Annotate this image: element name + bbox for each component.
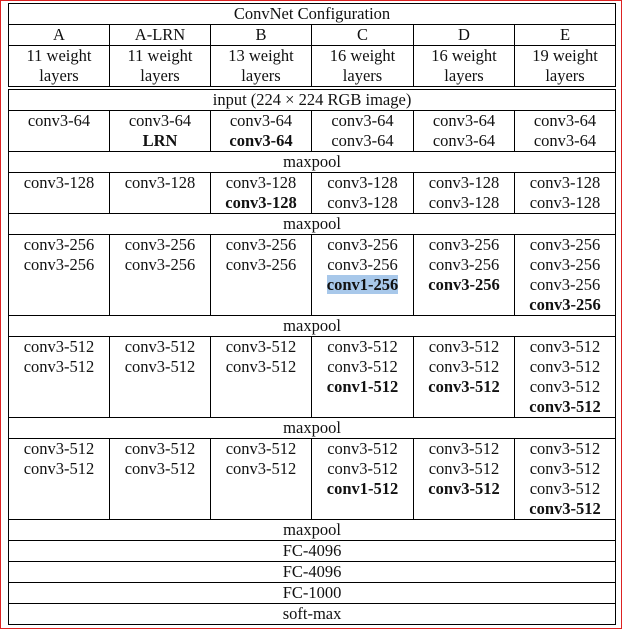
layer-cell bbox=[211, 235, 312, 316]
depth-unit: layers bbox=[39, 66, 79, 85]
document-page bbox=[8, 3, 615, 625]
layer-label bbox=[516, 275, 614, 295]
layer-text: conv3-512 bbox=[529, 479, 601, 498]
layer-label bbox=[313, 439, 412, 459]
layer-text: conv3-512 bbox=[124, 357, 196, 376]
depth-unit: layers bbox=[241, 66, 281, 85]
layer-label bbox=[516, 439, 614, 459]
layer-cell bbox=[515, 111, 616, 152]
layer-cell bbox=[110, 235, 211, 316]
layer-label bbox=[313, 275, 412, 295]
layer-label bbox=[415, 337, 513, 357]
layer-label bbox=[313, 193, 412, 213]
layer-text: conv3-512 bbox=[225, 337, 297, 356]
layer-text: conv3-512 bbox=[529, 357, 601, 376]
layer-cell bbox=[414, 337, 515, 418]
layer-text: conv3-256 bbox=[23, 255, 95, 274]
layer-label bbox=[10, 439, 108, 459]
layer-label bbox=[415, 255, 513, 275]
column-header-b: B bbox=[211, 25, 312, 46]
layer-cell bbox=[110, 111, 211, 152]
layer-text: conv3-64 bbox=[128, 111, 192, 130]
tail-layer-row: FC-4096 bbox=[9, 541, 616, 562]
layer-label bbox=[10, 173, 108, 193]
layer-text: LRN bbox=[142, 131, 178, 150]
layer-text: conv3-128 bbox=[428, 173, 500, 192]
layer-cell bbox=[9, 439, 110, 520]
layer-label bbox=[313, 255, 412, 275]
layer-text: conv3-512 bbox=[428, 479, 500, 498]
column-depth-d bbox=[414, 46, 515, 87]
layer-text: conv3-512 bbox=[529, 397, 601, 416]
layer-text: conv3-256 bbox=[428, 275, 500, 294]
layer-label bbox=[415, 173, 513, 193]
layer-text: conv3-64 bbox=[229, 111, 293, 130]
depth-count: 16 weight bbox=[329, 46, 396, 65]
layer-label bbox=[212, 193, 310, 213]
tail-layer-row: FC-1000 bbox=[9, 583, 616, 604]
layer-label bbox=[313, 377, 412, 397]
depth-count: 16 weight bbox=[431, 46, 497, 65]
layer-cell bbox=[110, 337, 211, 418]
layer-label bbox=[516, 111, 614, 131]
tail-layer-row: soft-max bbox=[9, 604, 616, 625]
layer-text: conv3-64 bbox=[432, 131, 496, 150]
layer-cell bbox=[312, 337, 414, 418]
conv-block-row bbox=[9, 337, 616, 418]
layer-text: conv3-512 bbox=[225, 357, 297, 376]
layer-text: conv3-64 bbox=[229, 131, 293, 150]
layer-label bbox=[10, 235, 108, 255]
depth-count: 13 weight bbox=[228, 46, 294, 65]
layer-text: conv3-512 bbox=[529, 459, 601, 478]
layer-cell bbox=[9, 337, 110, 418]
layer-text: conv3-64 bbox=[533, 131, 597, 150]
layer-text: conv3-128 bbox=[428, 193, 500, 212]
layer-text: conv3-256 bbox=[124, 235, 196, 254]
layer-text: conv3-512 bbox=[327, 357, 398, 376]
layer-text: conv3-64 bbox=[331, 131, 394, 150]
layer-cell bbox=[110, 173, 211, 214]
layer-cell bbox=[110, 439, 211, 520]
depth-count: 19 weight bbox=[532, 46, 598, 65]
layer-text: conv3-512 bbox=[428, 439, 500, 458]
layer-text: conv3-256 bbox=[327, 235, 398, 254]
layer-label bbox=[313, 459, 412, 479]
layer-text: conv3-128 bbox=[225, 173, 297, 192]
layer-label bbox=[212, 235, 310, 255]
layer-label bbox=[415, 439, 513, 459]
layer-label bbox=[10, 459, 108, 479]
layer-label bbox=[415, 459, 513, 479]
layer-text: conv3-512 bbox=[529, 337, 601, 356]
conv-block-row bbox=[9, 439, 616, 520]
layer-label bbox=[516, 193, 614, 213]
layer-label bbox=[516, 173, 614, 193]
layer-label bbox=[516, 235, 614, 255]
layer-text: conv3-256 bbox=[529, 235, 601, 254]
convnet-config-table bbox=[8, 3, 616, 625]
selected-text: conv1-256 bbox=[326, 275, 399, 294]
layer-text: conv3-512 bbox=[23, 337, 95, 356]
layer-label bbox=[111, 255, 209, 275]
layer-text: conv3-512 bbox=[225, 439, 297, 458]
layer-label bbox=[212, 357, 310, 377]
layer-label bbox=[516, 499, 614, 519]
layer-label bbox=[10, 337, 108, 357]
layer-label bbox=[516, 357, 614, 377]
depth-unit: layers bbox=[342, 66, 383, 85]
layer-label bbox=[212, 439, 310, 459]
layer-label bbox=[111, 235, 209, 255]
layer-label bbox=[111, 357, 209, 377]
layer-text: conv3-128 bbox=[124, 173, 196, 192]
layer-text: conv3-512 bbox=[428, 459, 500, 478]
layer-text: conv3-512 bbox=[327, 459, 398, 478]
layer-cell bbox=[211, 439, 312, 520]
layer-label bbox=[313, 173, 412, 193]
layer-label bbox=[212, 337, 310, 357]
layer-label bbox=[212, 173, 310, 193]
layer-text: conv3-128 bbox=[327, 193, 398, 212]
layer-text: conv3-256 bbox=[327, 255, 398, 274]
layer-label bbox=[10, 111, 108, 131]
layer-text: conv3-64 bbox=[27, 111, 91, 130]
layer-label bbox=[516, 377, 614, 397]
layer-label bbox=[212, 111, 310, 131]
layer-text: conv3-512 bbox=[23, 459, 95, 478]
layer-text: conv3-512 bbox=[428, 377, 500, 396]
input-row: input (224 × 224 RGB image) bbox=[9, 90, 616, 111]
layer-label bbox=[415, 479, 513, 499]
layer-label bbox=[10, 255, 108, 275]
column-depth-e bbox=[515, 46, 616, 87]
layer-label bbox=[111, 173, 209, 193]
layer-label bbox=[415, 131, 513, 151]
layer-text: conv3-128 bbox=[23, 173, 95, 192]
layer-label bbox=[516, 479, 614, 499]
layer-text: conv3-256 bbox=[529, 295, 601, 314]
layer-text: conv3-512 bbox=[124, 337, 196, 356]
layer-cell bbox=[414, 111, 515, 152]
layer-text: conv3-512 bbox=[529, 499, 601, 518]
layer-text: conv3-256 bbox=[529, 275, 601, 294]
depth-unit: layers bbox=[545, 66, 585, 85]
layer-label bbox=[516, 131, 614, 151]
layer-label bbox=[415, 235, 513, 255]
maxpool-row: maxpool bbox=[9, 214, 616, 235]
layer-cell bbox=[9, 111, 110, 152]
layer-label bbox=[516, 337, 614, 357]
layer-text: conv3-512 bbox=[225, 459, 297, 478]
layer-text: conv3-64 bbox=[533, 111, 597, 130]
layer-label bbox=[313, 111, 412, 131]
layer-text: conv3-128 bbox=[529, 193, 601, 212]
layer-text: conv3-256 bbox=[23, 235, 95, 254]
layer-cell bbox=[211, 337, 312, 418]
layer-text: conv3-512 bbox=[124, 459, 196, 478]
layer-cell bbox=[312, 111, 414, 152]
column-header-e: E bbox=[515, 25, 616, 46]
column-header-a: A bbox=[9, 25, 110, 46]
layer-text: conv1-512 bbox=[326, 377, 399, 396]
layer-label bbox=[10, 357, 108, 377]
layer-cell bbox=[515, 439, 616, 520]
layer-label bbox=[313, 235, 412, 255]
column-header-c: C bbox=[312, 25, 414, 46]
layer-label bbox=[313, 479, 412, 499]
layer-label bbox=[313, 337, 412, 357]
layer-text: conv3-128 bbox=[225, 193, 297, 212]
layer-text: conv3-512 bbox=[327, 439, 398, 458]
layer-cell bbox=[414, 173, 515, 214]
column-header-a-lrn: A-LRN bbox=[110, 25, 211, 46]
layer-label bbox=[111, 111, 209, 131]
layer-label bbox=[111, 131, 209, 151]
conv-block-row bbox=[9, 235, 616, 316]
layer-cell bbox=[9, 173, 110, 214]
layer-cell bbox=[211, 111, 312, 152]
layer-text: conv3-128 bbox=[327, 173, 398, 192]
layer-cell bbox=[515, 235, 616, 316]
maxpool-row: maxpool bbox=[9, 520, 616, 541]
table-title: ConvNet Configuration bbox=[9, 4, 616, 25]
layer-text: conv3-256 bbox=[124, 255, 196, 274]
maxpool-row: maxpool bbox=[9, 152, 616, 173]
column-header-d: D bbox=[414, 25, 515, 46]
layer-text: conv1-512 bbox=[326, 479, 399, 498]
layer-text: conv3-512 bbox=[428, 357, 500, 376]
layer-label bbox=[415, 275, 513, 295]
layer-text: conv3-256 bbox=[428, 235, 500, 254]
layer-text: conv3-256 bbox=[225, 235, 297, 254]
layer-cell bbox=[312, 173, 414, 214]
depth-count: 11 weight bbox=[127, 46, 193, 65]
layer-text: conv3-256 bbox=[225, 255, 297, 274]
layer-cell bbox=[211, 173, 312, 214]
layer-label bbox=[516, 459, 614, 479]
layer-cell bbox=[515, 337, 616, 418]
maxpool-row: maxpool bbox=[9, 316, 616, 337]
layer-label bbox=[516, 255, 614, 275]
layer-text: conv3-64 bbox=[432, 111, 496, 130]
layer-label bbox=[212, 131, 310, 151]
layer-text: conv3-128 bbox=[529, 173, 601, 192]
layer-label bbox=[111, 439, 209, 459]
layer-text: conv3-256 bbox=[529, 255, 601, 274]
layer-text: conv3-64 bbox=[331, 111, 394, 130]
layer-text: conv3-512 bbox=[529, 377, 601, 396]
layer-label bbox=[415, 377, 513, 397]
layer-label bbox=[111, 337, 209, 357]
conv-block-row bbox=[9, 173, 616, 214]
layer-text: conv3-512 bbox=[23, 439, 95, 458]
column-depth-b bbox=[211, 46, 312, 87]
column-depth-c bbox=[312, 46, 414, 87]
layer-label bbox=[212, 459, 310, 479]
depth-unit: layers bbox=[140, 66, 180, 85]
layer-cell bbox=[515, 173, 616, 214]
layer-text: conv3-512 bbox=[23, 357, 95, 376]
layer-label bbox=[415, 193, 513, 213]
layer-cell bbox=[414, 235, 515, 316]
column-depth-a-lrn bbox=[110, 46, 211, 87]
layer-cell bbox=[414, 439, 515, 520]
layer-text: conv3-512 bbox=[327, 337, 398, 356]
conv-block-row bbox=[9, 111, 616, 152]
layer-cell bbox=[312, 235, 414, 316]
layer-label bbox=[313, 131, 412, 151]
layer-label bbox=[111, 459, 209, 479]
maxpool-row: maxpool bbox=[9, 418, 616, 439]
depth-count: 11 weight bbox=[26, 46, 92, 65]
layer-label bbox=[516, 295, 614, 315]
column-depth-a bbox=[9, 46, 110, 87]
layer-label bbox=[212, 255, 310, 275]
layer-cell bbox=[9, 235, 110, 316]
layer-text: conv3-512 bbox=[529, 439, 601, 458]
layer-label bbox=[415, 357, 513, 377]
layer-text: conv3-512 bbox=[428, 337, 500, 356]
layer-label bbox=[516, 397, 614, 417]
layer-text: conv3-256 bbox=[428, 255, 500, 274]
depth-unit: layers bbox=[444, 66, 484, 85]
tail-layer-row: FC-4096 bbox=[9, 562, 616, 583]
layer-label bbox=[415, 111, 513, 131]
layer-label bbox=[313, 357, 412, 377]
layer-text: conv3-512 bbox=[124, 439, 196, 458]
layer-cell bbox=[312, 439, 414, 520]
